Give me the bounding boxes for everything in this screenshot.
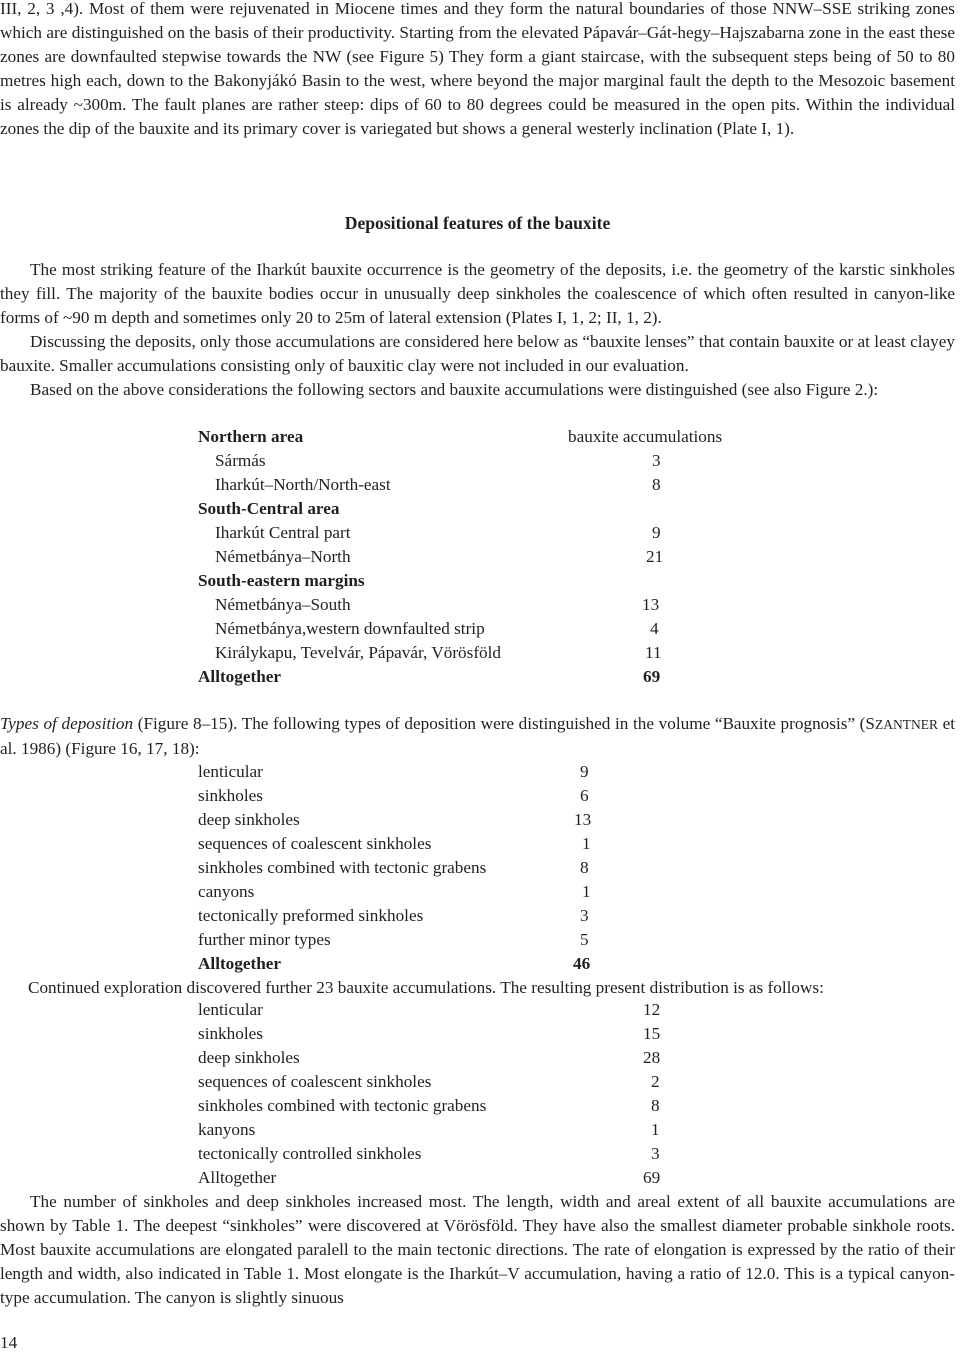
row-label: kanyons <box>198 1120 256 1139</box>
row-label: Királykapu, Tevelvár, Pápavár, Vörösföld <box>215 643 502 662</box>
depositional-text-block <box>0 258 955 402</box>
row-label: Németbánya–North <box>215 547 351 566</box>
row-value: 8 <box>651 1096 660 1115</box>
table-row <box>0 593 955 617</box>
row-label: lenticular <box>198 1000 263 1019</box>
table-row <box>0 1118 955 1142</box>
areas-header-column: bauxite accumulations <box>568 427 723 446</box>
present-table <box>0 998 955 1190</box>
table-row <box>0 545 955 569</box>
table-row <box>0 880 955 904</box>
row-value: 13 <box>642 595 660 614</box>
areas-table-header <box>0 425 955 449</box>
table-row <box>0 952 955 976</box>
page-number: 14 <box>0 1333 18 1352</box>
section-heading: Depositional features of the bauxite <box>344 213 611 233</box>
row-total-label: Alltogether <box>198 954 282 973</box>
table-row <box>0 1046 955 1070</box>
types-intro-block <box>0 712 955 761</box>
row-value: 6 <box>580 786 589 805</box>
row-value: 28 <box>643 1048 661 1067</box>
row-value: 12 <box>643 1000 661 1019</box>
areas-header-label: Northern area <box>198 427 304 446</box>
table-row <box>0 617 955 641</box>
row-label: Németbánya,western downfaulted strip <box>215 619 485 638</box>
row-total-label: Alltogether <box>198 1168 277 1187</box>
row-label: Németbánya–South <box>215 595 351 614</box>
row-value: 11 <box>645 643 662 662</box>
table-row <box>0 1142 955 1166</box>
table-row <box>0 1094 955 1118</box>
row-label: further minor types <box>198 930 331 949</box>
paragraph-geometry: The most striking feature of the Iharkút bauxite occurrence is the geometry of the deposits, i.e. the geometry of the karstic sinkholes they fill. The majority of the bauxite bodies occur in unusually deep sinkholes the coalescence of which often resulted in canyon-like forms of ~90 m depth and sometimes only 20 to 25m of lateral extension (Plates I, 1, 2; II, 1, 2). <box>0 260 955 327</box>
row-value: 1 <box>651 1120 660 1139</box>
table-row <box>0 928 955 952</box>
row-label: lenticular <box>198 762 263 781</box>
row-value: 21 <box>646 547 664 566</box>
table-row <box>0 497 955 521</box>
row-value: 2 <box>651 1072 660 1091</box>
row-group-label: South-Central area <box>198 499 340 518</box>
types-part1: (Figure 8–15). The following types of deposition were distinguished in the volume “Bauxite prognosis” (S <box>133 714 875 733</box>
types-italic: Types of deposition <box>0 714 134 733</box>
paragraph-discussing: Discussing the deposits, only those accumulations are considered here below as “bauxite lenses” that contain bauxite or at least clayey bauxite. Smaller accumulations consisting only of bauxitic clay were not included in our evaluation. <box>0 332 955 375</box>
row-label: sinkholes <box>198 786 263 805</box>
row-value: 5 <box>580 930 589 949</box>
paragraph-considerations: Based on the above considerations the following sectors and bauxite accumulations were distinguished (see also Figure 2.): <box>30 380 879 399</box>
row-label: Sármás <box>215 451 266 470</box>
row-label: deep sinkholes <box>198 1048 300 1067</box>
row-total-value: 69 <box>643 667 661 686</box>
row-label: deep sinkholes <box>198 810 300 829</box>
section-heading-block <box>0 211 955 235</box>
row-value: 3 <box>652 451 661 470</box>
continued-block <box>0 976 955 1000</box>
table-row <box>0 856 955 880</box>
row-label: tectonically controlled sinkholes <box>198 1144 422 1163</box>
row-label: sinkholes combined with tectonic grabens <box>198 858 487 877</box>
table-row <box>0 998 955 1022</box>
intro-block <box>0 0 955 141</box>
row-label: canyons <box>198 882 255 901</box>
final-block <box>0 1190 955 1310</box>
types-paragraph <box>0 712 955 761</box>
row-total-value: 69 <box>643 1168 661 1187</box>
table-row <box>0 665 955 689</box>
table-row <box>0 1166 955 1190</box>
row-group-label: South-eastern margins <box>198 571 365 590</box>
table-row <box>0 641 955 665</box>
row-value: 8 <box>580 858 589 877</box>
areas-table <box>0 425 955 689</box>
types-table <box>0 760 955 976</box>
row-label: Iharkút Central part <box>215 523 351 542</box>
row-value: 4 <box>650 619 659 638</box>
row-label: tectonically preformed sinkholes <box>198 906 424 925</box>
row-total-value: 46 <box>573 954 591 973</box>
table-row <box>0 784 955 808</box>
table-row <box>0 832 955 856</box>
row-value: 15 <box>643 1024 661 1043</box>
types-part2: et al. 1986) (Figure 16, 17, 18): <box>0 714 955 758</box>
row-label: sequences of coalescent sinkholes <box>198 834 432 853</box>
table-row <box>0 473 955 497</box>
row-value: 1 <box>582 882 591 901</box>
table-row <box>0 1022 955 1046</box>
row-value: 8 <box>652 475 661 494</box>
row-label: sinkholes <box>198 1024 263 1043</box>
intro-paragraph: III, 2, 3 ,4). Most of them were rejuvenated in Miocene times and they form the natural boundaries of those NNW–SSE striking zones which are distinguished on the basis of their productivity. Starting from the elevated Pápavár–Gát-hegy–Hajszabarna zone in the east these zones are downfaulted stepwise towards the NW (see Figure 5) They form a giant staircase, with the subsequent steps being of 50 to 80 metres high each, down to the Bakonyjákó Basin to the west, where beyond the major marginal fault the depth to the Mesozoic basement is already ~300m. The fault planes are rather steep: dips of 60 to 80 degrees could be measured in the open pits. Within the individual zones the dip of the bauxite and its primary cover is variegated but shows a general westerly inclination (Plate I, 1). <box>0 0 955 138</box>
table-row <box>0 521 955 545</box>
table-row <box>0 760 955 784</box>
row-value: 13 <box>574 810 592 829</box>
types-author-smallcaps: ZANTNER <box>874 717 938 732</box>
continued-paragraph: Continued exploration discovered further 23 bauxite accumulations. The resulting present distribution is as follows: <box>28 978 824 997</box>
table-row <box>0 449 955 473</box>
row-label: sequences of coalescent sinkholes <box>198 1072 432 1091</box>
row-value: 3 <box>580 906 589 925</box>
final-paragraph: The number of sinkholes and deep sinkholes increased most. The length, width and areal extent of all bauxite accumulations are shown by Table 1. The deepest “sinkholes” were discovered at Vörösföld. They have also the smallest diameter probable sinkhole roots. Most bauxite accumulations are elongated paralell to the main tectonic directions. The rate of elongation is expressed by the ratio of their length and width, also indicated in Table 1. Most elongate is the Iharkút–V accumulation, having a ratio of 12.0. This is a typical canyon-type accumulation. The canyon is slightly sinuous <box>0 1192 955 1307</box>
row-value: 9 <box>652 523 661 542</box>
row-value: 9 <box>580 762 589 781</box>
table-row <box>0 904 955 928</box>
table-row <box>0 808 955 832</box>
row-value: 3 <box>651 1144 660 1163</box>
row-label: Iharkút–North/North-east <box>215 475 391 494</box>
table-row <box>0 569 955 593</box>
table-row <box>0 1070 955 1094</box>
row-total-label: Alltogether <box>198 667 282 686</box>
row-value: 1 <box>582 834 591 853</box>
row-label: sinkholes combined with tectonic grabens <box>198 1096 487 1115</box>
